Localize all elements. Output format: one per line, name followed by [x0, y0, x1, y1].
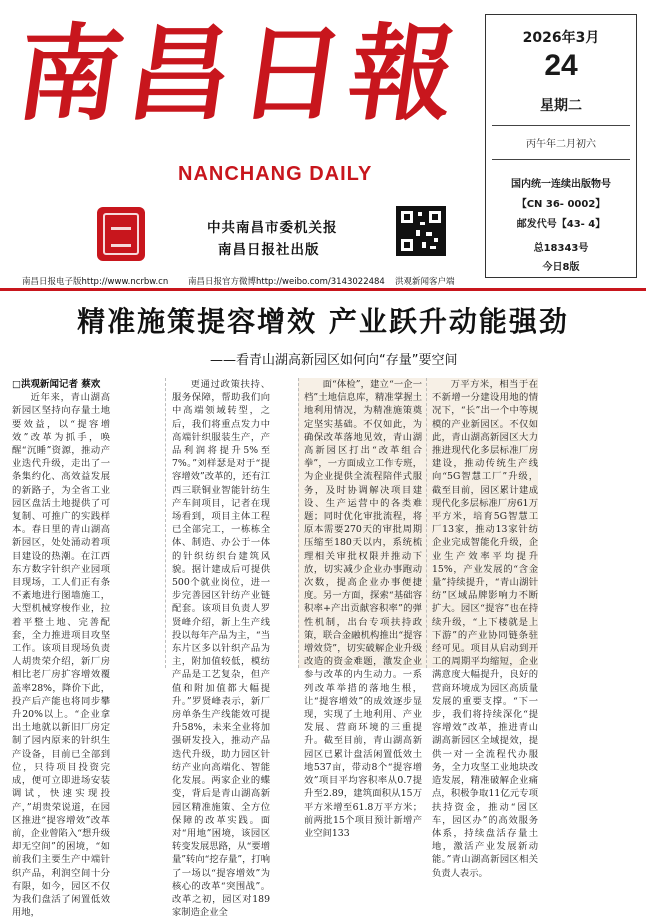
logo-char-4: 報 [341, 12, 463, 135]
issn-title: 国内统一连续出版物号 [511, 179, 611, 190]
lunar-date: 丙午年二月初六 [526, 139, 596, 150]
logo-english: NANCHANG DAILY [178, 163, 373, 185]
qr-caption: 洪观新闻客户端 [395, 277, 455, 287]
cn-code: 【CN 36- 0002】 [516, 199, 606, 210]
article-column-2 [172, 378, 270, 919]
article-column-4 [432, 378, 538, 879]
weibo-url[interactable]: 南昌日报官方微博http://weibo.com/3143022484 [188, 277, 385, 287]
column-3-text: 面“体检”，建立“一企一档”土地信息库，精准掌握土地利用情况，为精准施策奠定坚实基础。不仅如此，为确保改革落地见效，青山湖高新园区打出“改革组合拳”，一方面成立工作专班，为企业提供全流程陪伴式服务，及时协调解决项目建设、生产运营中的各类难题；同时优化审批流程，将原本需要270天的审批周期压缩至180天以内，系统梳理相关审批权限并推动下放，切实减少企业办事跑动次数，提高企业办事便捷度。另一方面，探索“基础容积率+产出贡献容积率”的弹性机制，出台专项扶持政策，联合金融机构推出“提容增效贷”，切实破解企业升级改造的资金难题，激发企业参与改革的内生动力。一系列改革举措的落地生根，让“提容增效”的成效逐步显现，实现了土地利用、产业发展、营商环境的三重提升。截至目前，青山湖高新园区已累计盘活闲置低效土地537亩，带动8个“提容增效”项目平均容积率从0.7提升至2.89，建筑面积从15万平方米增至61.8万平方米；前两批15个项目预计新增产业空间133 [304, 379, 422, 839]
org-line-1: 中共南昌市委机关报 [207, 220, 338, 236]
column-1-text: 近年来，青山湖高新园区坚持向存量土地要效益，以“提容增效”改革为抓手，唤醒“沉睡”资源，推动产业迭代升级，走出了一条集约化、高效益发展的新路子，为全省工业园区盘活土地提供了可复制、可推广的实践样本。春日里的青山湖高新园区，处处涌动着项目建设的热潮。在江西东方数字针织产业园项目现场，工人们正有条不紊地进行图墙施工，大型机械穿梭作业，拉着平整土地、完善配套，全力推进项目攻坚工作。该项目现场负责人胡贵荣介绍，新厂房相比老厂房扩容增效覆盖率28%，降价下此，投产后产能也将同步攀升20%以上。“企业拿出土地就以新旧厂房定制了园内原来的针织生产设备，目前已全部到位，只待项目投资完成，便可立即进场安装调试，快速实现投产，”胡贵荣说道，在园区推进“提容增效”改革前，企业曾陷入“想升级却无空间”的困境，“如前我们主要生产中端针织产品，利润空间十分有限，如今，园区不仅为我们盘活了闲置低效用地， [12, 392, 110, 919]
qr-code-icon[interactable] [396, 206, 446, 256]
article-column-3 [304, 378, 422, 839]
logo-char-1: 南 [9, 12, 131, 135]
date-day: 24 [544, 49, 578, 82]
date-box [485, 14, 637, 278]
postal-code: 邮发代号【43- 4】 [516, 219, 606, 230]
pages-today: 今日8版 [542, 262, 580, 273]
masthead-rule [0, 288, 646, 291]
column-4-text: 万平方米，相当于在不新增一分建设用地的情况下，“长”出一个中等规模的产业新园区。不仅如此，青山湖高新园区大力推进现代化多层标准厂房建设，推动传统生产线向“5G智慧工厂”升级，截至目前，园区累计建成现代化多层标准厂房61万平方米，培育5G智慧工厂13家，推动13家针纺企业完成智能化升级，企业生产效率平均提升15%，产业发展的“含金量”持续提升，“青山湖针纺”区域品牌影响力不断扩大。园区“提容”也在持续升级，“上下楼就是上下游”的产业协同链条驻经可见。项目从启动到开工的周期平均缩短，企业满意度大幅提升，良好的营商环境成为园区高质量发展的重要支撑。“下一步，我们将持续深化“提容增效”改革，推进青山湖高新园区全域提效，提供一对一全流程代办服务，全力攻坚工业地块改造发展，精准破解企业痛点，积极争取11亿元专项扶持资金，推动“园区车，园区办”的高效服务体系，持续盘活存量土地，激活产业发展新动能。”青山湖高新园区相关负责人表示。 [432, 379, 538, 879]
newspaper-seal-icon [97, 207, 145, 261]
epaper-url[interactable]: 南昌日报电子版http://www.ncrbw.cn [22, 277, 169, 287]
article-headline: 精准施策提容增效 产业跃升动能强劲 [77, 305, 569, 338]
article-column-1 [12, 378, 110, 919]
logo-char-3: 日 [231, 12, 353, 135]
date-year-month: 2026年3月 [522, 30, 600, 46]
column-2-text: 更通过政策扶持、服务保障，帮助我们向中高端领域转型，之后，我们将重点发力中高端针织服装生产，产品利润将提升5%至7%。”刘样瑟是对于“提容增效”改革的，还有江西三联铜业智能针纺生产车间项目，记者在现场看到，项目主体工程已全部完工，一栋栋全体、制造、办公于一体的针织纺织台建筑风貌。据计建成后可提供500个就业岗位，进一步完善园区针纺产业链配套。该项目负责人罗贤峰介绍，新上生产线投以每年产品为主，“当东片区多以针织产品为主，附加值较低，模纺产品是工艺复杂，但产值和附加值都大幅提升。”罗贤峰表示，新厂房单条生产线能效可提升58%，未来全业将加强研发投入，推动产品迭代升级，助力园区针纺产业向高端化、智能化发展。两家企业的蝶变，背后是青山湖高新园区精准施策、全方位保障的改革实践。面对“用地”困境，该园区转变发展思路，从“要增量”转向“挖存量”，打响了一场以“提容增效”为核心的改革“突围战”。改革之初，园区对189家制造企业全 [172, 379, 270, 919]
article-byline: □洪观新闻记者 蔡欢 [12, 379, 101, 390]
total-issue: 总18343号 [533, 243, 589, 254]
article-subhead: ——看青山湖高新园区如何向“存量”要空间 [210, 353, 458, 368]
date-weekday: 星期二 [540, 98, 582, 114]
org-line-2: 南昌日报社出版 [218, 242, 320, 258]
logo-char-2: 昌 [119, 12, 241, 135]
